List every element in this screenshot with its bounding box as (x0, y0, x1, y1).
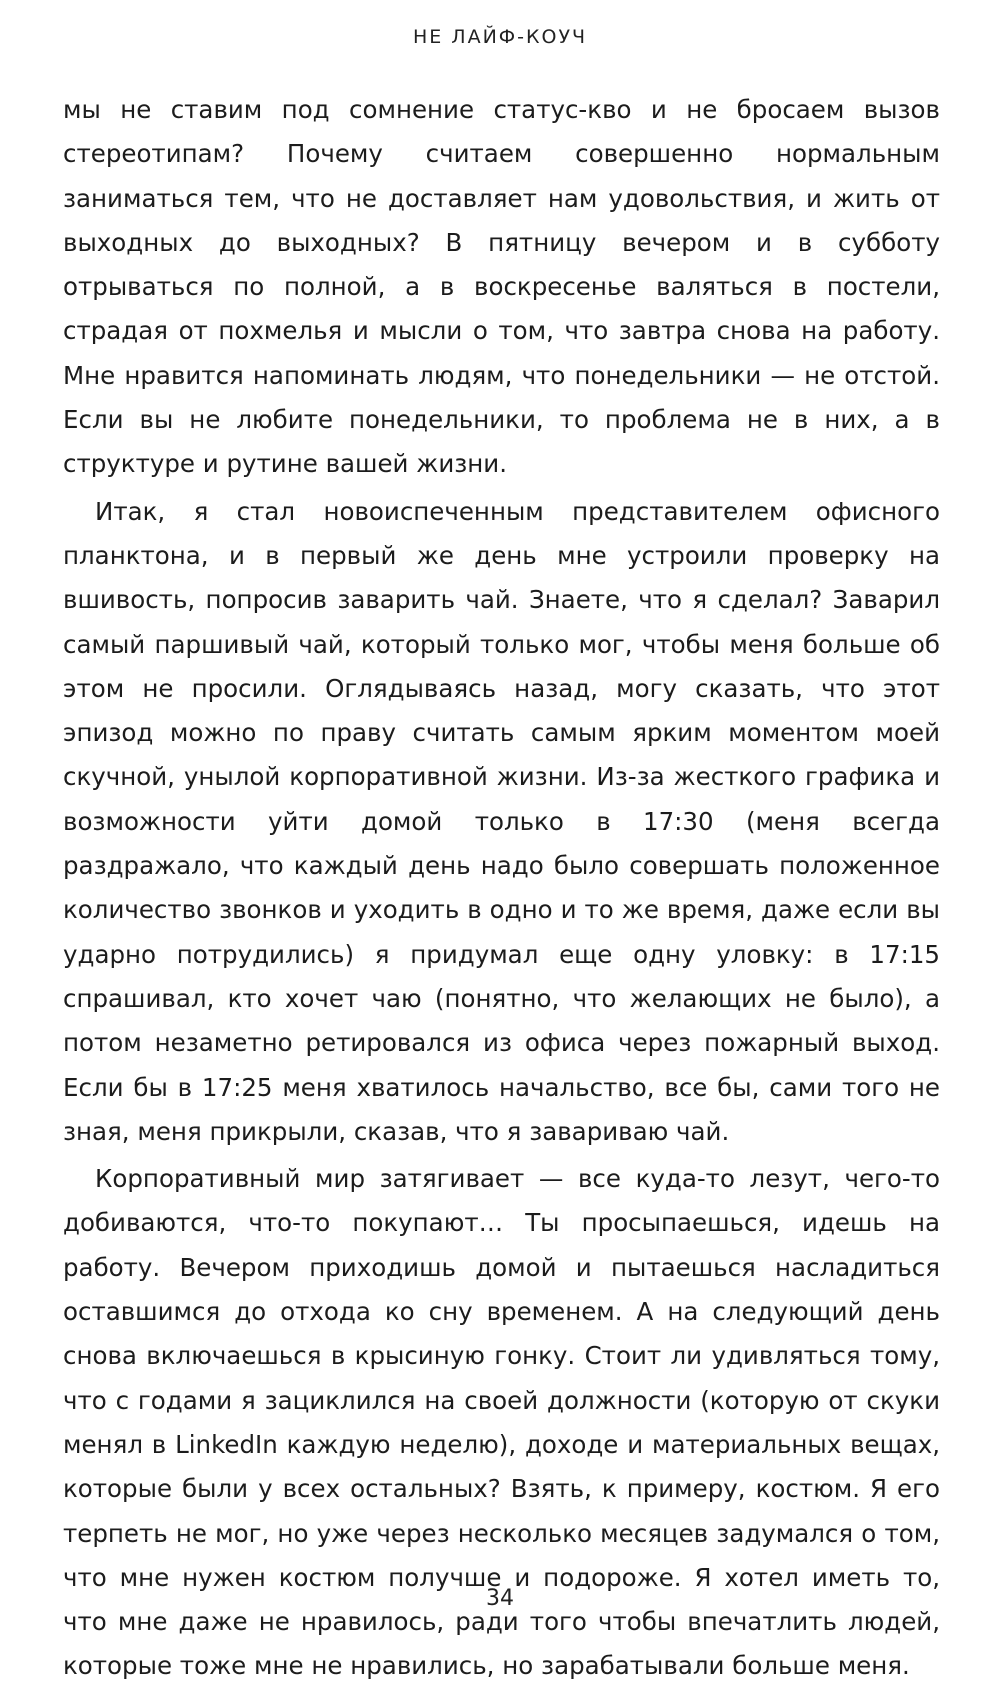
paragraph-2: Итак, я стал новоиспеченным представителем офисного планктона, и в первый же день мне устроили проверку на вшивость, попросив заварить чай. Знаете, что я сделал? Заварил самый паршивый чай, который только мог, чтобы меня больше об этом не просили. Оглядываясь назад, могу сказать, что этот эпизод можно по праву считать самым ярким моментом моей скучной, унылой корпоративной жизни. Из-за жесткого графика и возможности уйти домой только в 17:30 (меня всегда раздражало, что каждый день надо было совершать положенное количество звонков и уходить в одно и то же время, даже если вы ударно потрудились) я придумал еще одну уловку: в 17:15 спрашивал, кто хочет чаю (понятно, что желающих не было), а потом незаметно ретировался из офиса через пожарный выход. Если бы в 17:25 меня хватилось начальство, все бы, сами того не зная, меня прикрыли, сказав, что я завариваю чай. (63, 496, 940, 1146)
paragraph-1: мы не ставим под сомнение статус-кво и не бросаем вызов стереотипам? Почему считаем совершенно нормальным заниматься тем, что не доставляет нам удовольствия, и жить от выходных до выходных? В пятницу вечером и в субботу отрываться по полной, а в воскресенье валяться в постели, страдая от похмелья и мысли о том, что завтра снова на работу. Мне нравится напоминать людям, что понедельники — не отстой. Если вы не любите понедельники, то проблема не в них, а в структуре и рутине вашей жизни. (63, 95, 940, 479)
page-number: 34 (486, 1586, 514, 1611)
running-header: НЕ ЛАЙФ-КОУЧ (412, 26, 588, 48)
body-text (63, 88, 940, 1692)
paragraph-3: Корпоративный мир затягивает — все куда-то лезут, чего-то добиваются, что-то покупают… Ты просыпаешься, идешь на работу. Вечером приходишь домой и пытаешься насладиться оставшимся до отхода ко сну временем. А на следующий день снова включаешься в крысиную гонку. Стоит ли удивляться тому, что с годами я зациклился на своей должности (которую от скуки менял в LinkedIn каждую неделю), доходе и материальных вещах, которые были у всех остальных? Взять, к примеру, костюм. Я его терпеть не мог, но уже через несколько месяцев задумался о том, что мне нужен костюм получше и подороже. Я хотел иметь то, что мне даже не нравилось, ради того чтобы впечатлить людей, которые тоже мне не нравились, но зарабатывали больше меня. (63, 1164, 940, 1681)
